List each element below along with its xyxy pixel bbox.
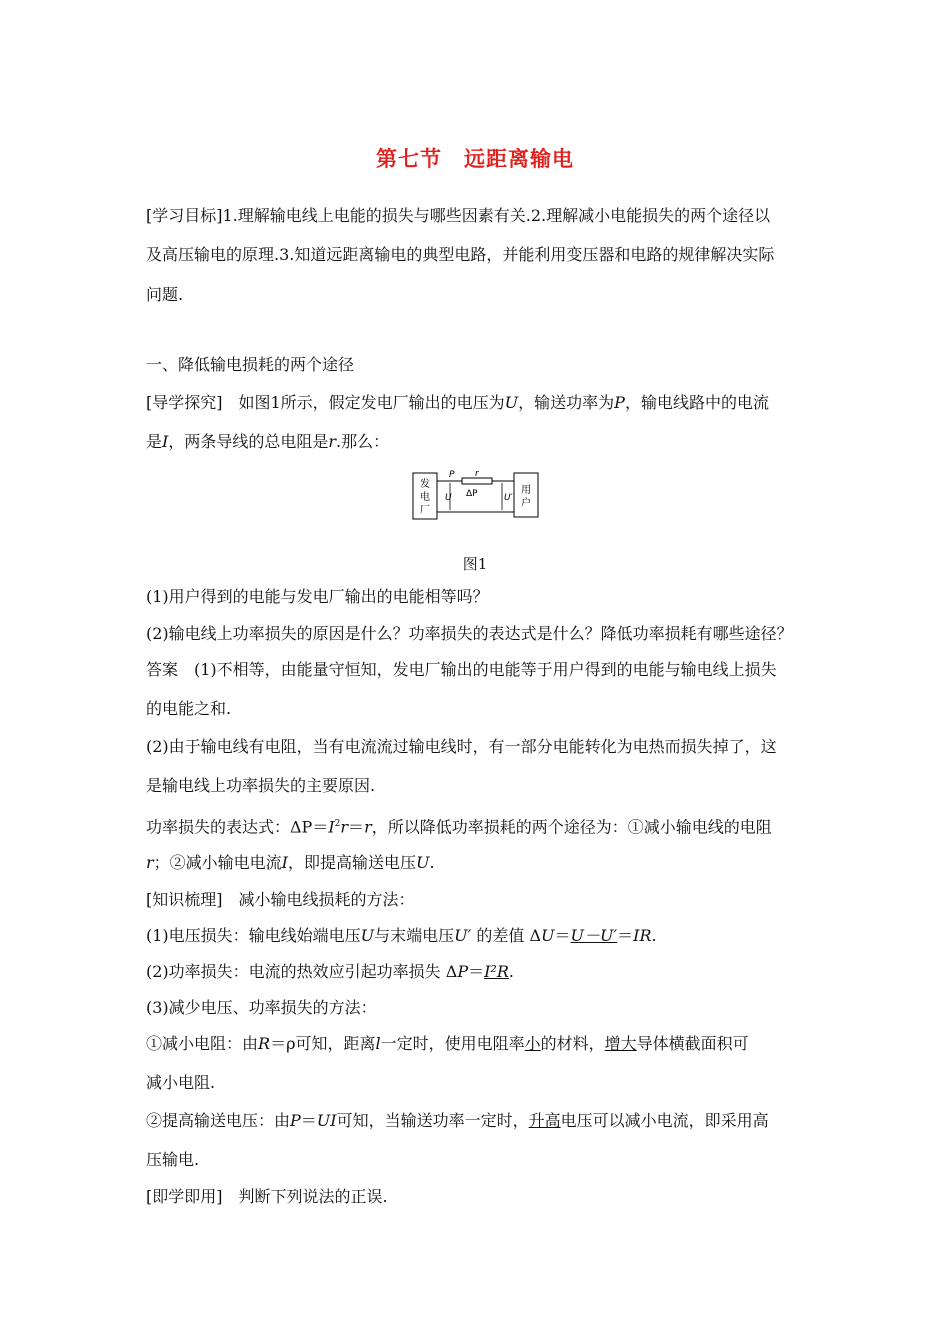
question-2: (2)输电线上功率损失的原因是什么？功率损失的表达式是什么？降低功率损耗有哪些途径？ [146,624,793,643]
method-1-line-2: 减小电阻. [146,1073,216,1092]
knowledge-heading: [知识梳理] 减小输电线损耗的方法： [146,890,415,909]
answer-line-1: 答案 (1)不相等，由能量守恒知，发电厂输出的电能等于用户得到的电能与输电线上损失 [146,660,777,679]
box-right-char-2: 户 [521,498,531,509]
box-left-char-2: 电 [420,492,430,503]
method-2-line-1: ②提高输送电压：由P＝UI可知，当输送功率一定时，升高电压可以减小电流，即采用高 [146,1111,769,1130]
apply-heading: [即学即用] 判断下列说法的正误. [146,1187,388,1206]
method-2-line-2: 压输电. [146,1150,200,1169]
learning-goals-line-2: 及高压输电的原理.3.知道远距离输电的典型电路，并能利用变压器和电路的规律解决实际 [146,245,775,264]
section-title: 远距离输电 [464,147,574,171]
box-left-char-1: 发 [420,479,430,490]
box-left-char-3: 厂 [420,505,430,516]
box-right-char-1: 用 [521,485,531,496]
method-1-line-1: ①减小电阻：由R＝ρ可知，距离l一定时，使用电阻率小的材料，增大导体横截面积可 [146,1034,749,1053]
section-heading: 一、降低输电损耗的两个途径 [146,355,355,374]
label-r: r [475,469,479,479]
answer-line-6: r；②减小输电电流I，即提高输送电压U. [146,853,435,872]
knowledge-item-2: (2)功率损失：电流的热效应引起功率损失 ΔP＝I²R. [146,962,514,981]
explore-line-2: 是I，两条导线的总电阻是r.那么： [146,432,390,451]
section-number: 第七节 [376,147,442,171]
label-delta-p: ΔP [466,489,478,499]
label-p: P [449,470,455,480]
answer-line-2: 的电能之和. [146,699,232,718]
question-1: (1)用户得到的电能与发电厂输出的电能相等吗？ [146,587,489,606]
label-u: U [445,493,452,503]
answer-line-5: 功率损失的表达式：$\Delta P=I^2r=r$，所以降低功率损耗的两个途径为：①减小输电线的电阻 [146,817,772,837]
label-u-prime: U′ [504,493,513,503]
figure-caption: 图1 [462,555,488,573]
explore-line-1: [导学探究] 如图1所示，假定发电厂输出的电压为U，输送功率为P，输电线路中的电流 [146,393,769,412]
learning-goals-line-3: 问题. [146,285,184,304]
answer-line-3: (2)由于输电线有电阻，当有电流流过输电线时，有一部分电能转化为电热而损失掉了，这 [146,737,777,756]
knowledge-item-3: (3)减少电压、功率损失的方法： [146,998,377,1017]
page-title [0,143,950,173]
knowledge-item-1: (1)电压损失：输电线始端电压U与末端电压U′ 的差值 ΔU＝U－U′＝IR. [146,926,657,945]
circuit-figure [412,467,540,521]
answer-line-4: 是输电线上功率损失的主要原因. [146,776,376,795]
learning-goals-line-1: [学习目标]1.理解输电线上电能的损失与哪些因素有关.2.理解减小电能损失的两个途径以 [146,206,771,225]
